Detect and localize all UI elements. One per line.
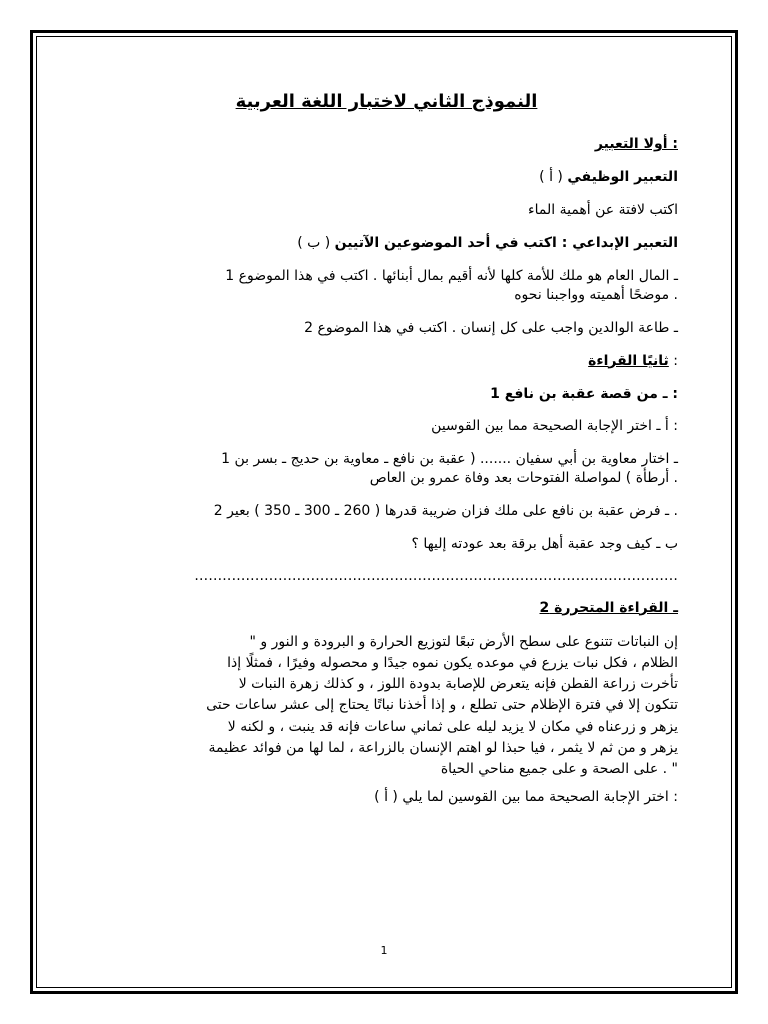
passage-line: تأخرت زراعة القطن فإنه يتعرض للإصابة بدودة اللوز ، و كذلك زهرة النبات لا [238, 676, 678, 693]
topic-2: ـ طاعة الوالدين واجب على كل إنسان . اكتب في هذا الموضوع 2 [304, 319, 678, 336]
topic-1-line-2: . موضحًا أهميته وواجبنا نحوه [514, 286, 678, 303]
functional-task: اكتب لافتة عن أهمية الماء [528, 202, 678, 219]
passage [95, 632, 678, 781]
topic-1 [95, 267, 678, 305]
section1-heading: : أولا التعبير [594, 136, 678, 153]
section2-heading [95, 352, 678, 371]
creative-tag: ( ب ) [297, 235, 331, 252]
story-title: : ـ من قصة عقبة بن نافع 1 [490, 385, 678, 402]
functional-tag: ( أ ) [539, 169, 563, 186]
passage-line: " . على الصحة و على جميع مناحي الحياة [440, 761, 678, 778]
creative-writing-label [95, 234, 678, 253]
question-3: ب ـ كيف وجد عقبة أهل برقة بعد عودته إليها ؟ [411, 535, 678, 552]
creative-label: التعبير الإبداعي : اكتب في أحد الموضوعين الآتيين [334, 235, 678, 252]
section3-heading: ـ القراءة المتحررة 2 [539, 599, 678, 616]
question-1-line-2: . أرطأة ) لمواصلة الفتوحات بعد وفاة عمرو بن العاص [369, 470, 678, 487]
page-number: 1 [380, 944, 388, 957]
question-1 [95, 450, 678, 488]
topic-1-line-1: ـ المال العام هو ملك للأمة كلها لأنه أقيم بمال أبنائها . اكتب في هذا الموضوع 1 [225, 267, 678, 284]
reading-instruction-a: : أ ـ اختر الإجابة الصحيحة مما بين القوسين [431, 418, 678, 435]
document-body [95, 90, 678, 821]
passage-line: يزهر و زرعناه في مكان لا يزيد ليله على ثماني ساعات فإنه قد ينبت ، و لكنه لا [227, 718, 678, 735]
passage-instruction-a: : اختر الإجابة الصحيحة مما بين القوسين لما يلي ( أ ) [374, 789, 678, 806]
section2-heading-text: ثانيًا القراءة [588, 352, 669, 369]
passage-line: الظلام ، فكل نبات يزرع في موعده يكون نموه جيدًا و محصوله وفيرًا ، فمثلًا إذا [227, 654, 678, 671]
passage-line: إن النباتات تتنوع على سطح الأرض تبعًا لتوزيع الحرارة و البرودة و النور و " [249, 633, 678, 650]
functional-writing-label [95, 168, 678, 187]
question-2: . ـ فرض عقبة بن نافع على ملك فزان ضريبة قدرها ( 260 ـ 300 ـ 350 ) بعير 2 [213, 503, 678, 520]
question-1-line-1: ـ اختار معاوية بن أبي سفيان ....... ( عقبة بن نافع ـ معاوية بن حديج ـ بسر بن 1 [221, 451, 678, 468]
page-title: النموذج الثاني لاختبار اللغة العربية [235, 91, 538, 112]
passage-line: يزهر و من ثم لا يثمر ، فيا حبذا لو اهتم الإنسان بالزراعة ، لما لها من فوائد عظيمة [208, 739, 678, 756]
section2-heading-colon: : [673, 352, 678, 369]
passage-line: تتكون إلا في فترة الإظلام حتى تطلع ، و إذا أخذنا نباتًا يحتاج إلى عشر ساعات حتى [206, 697, 678, 714]
functional-label: التعبير الوظيفي [567, 169, 678, 186]
answer-dotted-line: ........................................................................................................ [194, 567, 678, 584]
